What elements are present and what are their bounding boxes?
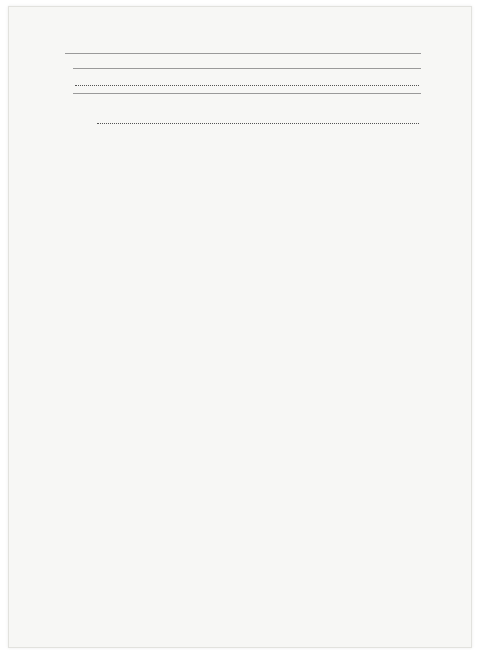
leader-dots: [97, 122, 419, 124]
chapter-divider: [73, 68, 421, 69]
chapter-7-heading-line1[interactable]: [73, 100, 421, 114]
leader-dots: [75, 84, 419, 86]
chapter-7-heading-line2[interactable]: [73, 114, 421, 128]
chapter-6-heading[interactable]: [73, 75, 421, 89]
chapter-divider: [73, 93, 421, 94]
running-header: [65, 33, 421, 54]
table-of-contents: [73, 64, 421, 127]
chapter-7: [73, 100, 421, 128]
chapter-6: [73, 75, 421, 89]
book-page: [8, 6, 472, 648]
